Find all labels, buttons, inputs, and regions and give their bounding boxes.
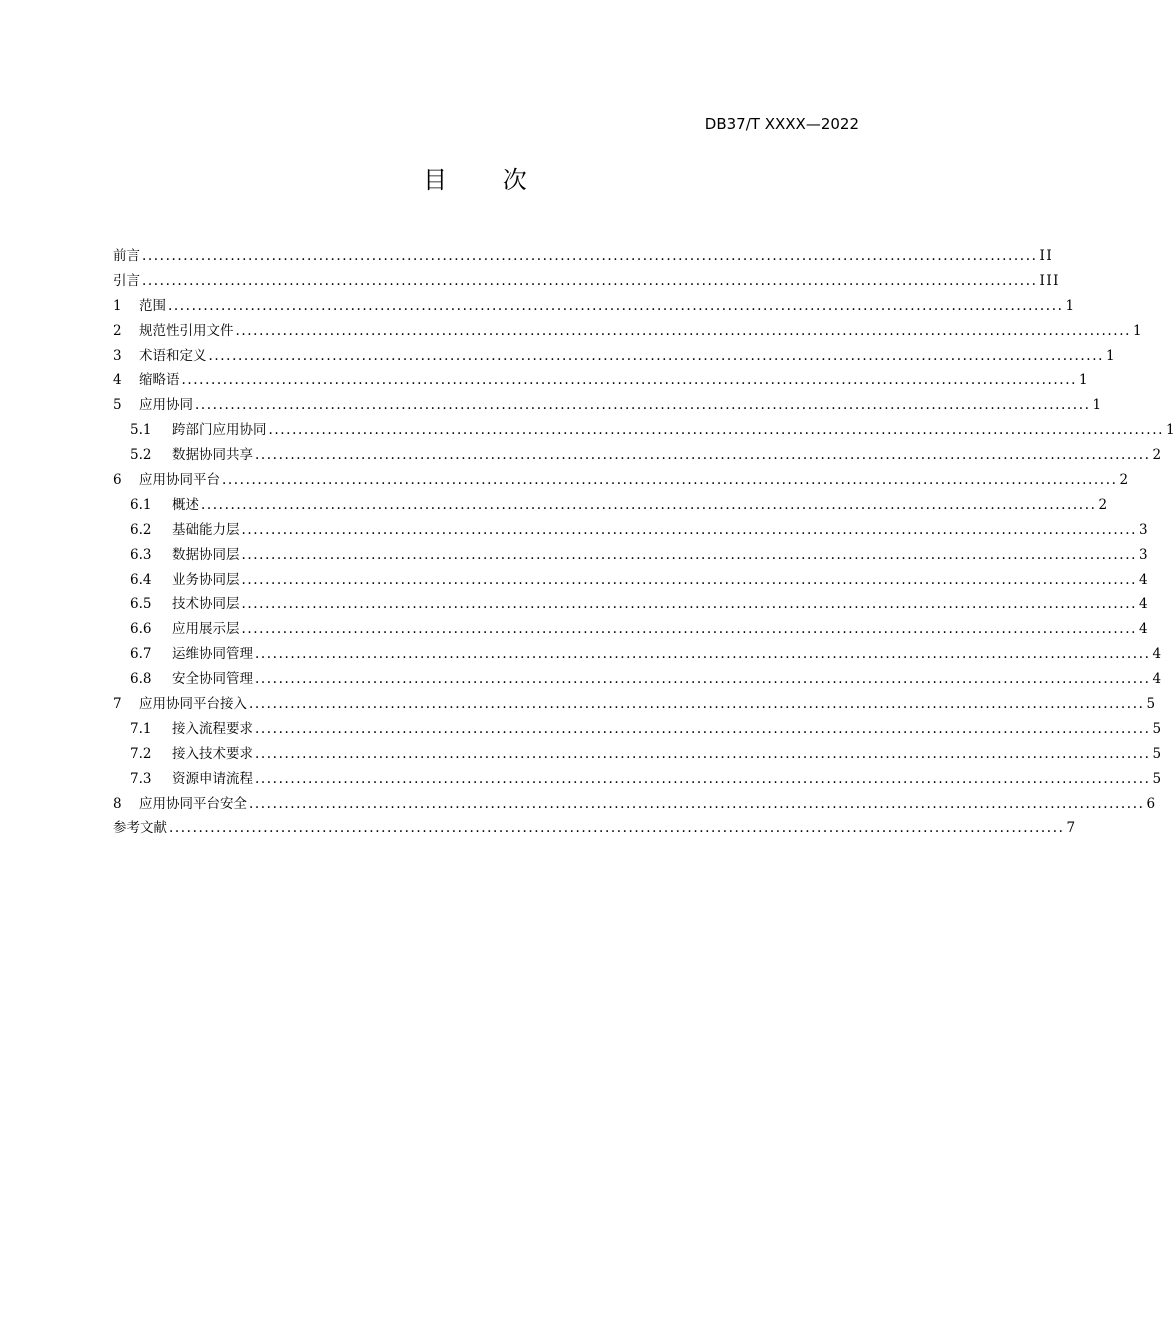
toc-entry-page: 3 bbox=[1138, 546, 1150, 563]
toc-dot-leader: ........................................................................................................................................................ bbox=[255, 671, 1151, 688]
toc-entry-page: 5 bbox=[1152, 770, 1163, 787]
toc-entry-number: 4 bbox=[113, 372, 122, 389]
toc-dot-leader: ........................................................................................................................................................ bbox=[168, 297, 1064, 314]
toc-dot-leader: ........................................................................................................................................................ bbox=[241, 596, 1137, 613]
toc-entry-page: 2 bbox=[1152, 447, 1163, 464]
toc-entry-page: 1 bbox=[1165, 422, 1176, 439]
toc-entry[interactable] bbox=[113, 294, 1076, 319]
toc-dot-leader: ........................................................................................................................................................ bbox=[249, 696, 1145, 713]
toc-entry-number: 7.3 bbox=[130, 770, 152, 787]
toc-entry-number: 3 bbox=[113, 347, 122, 364]
toc-entry-title: 跨部门应用协同 bbox=[172, 422, 267, 439]
toc-entry-page: 5 bbox=[1152, 720, 1163, 737]
toc-entry-number: 7 bbox=[113, 696, 122, 713]
toc-entry-title: 应用协同平台 bbox=[139, 472, 220, 489]
toc-entry-number: 6.7 bbox=[130, 646, 152, 663]
toc-dot-leader: ........................................................................................................................................................ bbox=[241, 546, 1137, 563]
toc-entry-page: 3 bbox=[1138, 521, 1150, 538]
toc-dot-leader: ........................................................................................................................................................ bbox=[222, 472, 1118, 489]
toc-entry-number: 6.2 bbox=[130, 521, 152, 538]
toc-entry-page: 5 bbox=[1152, 745, 1163, 762]
toc-entry-page: 1 bbox=[1105, 347, 1117, 364]
toc-entry[interactable] bbox=[113, 368, 1090, 393]
toc-entry[interactable] bbox=[113, 418, 1176, 443]
toc-dot-leader: ........................................................................................................................................................ bbox=[142, 248, 1038, 264]
toc-entry[interactable] bbox=[113, 742, 1163, 767]
toc-dot-leader: ........................................................................................................................................................ bbox=[142, 272, 1038, 289]
toc-entry[interactable] bbox=[113, 767, 1163, 792]
toc-dot-leader: ........................................................................................................................................................ bbox=[208, 347, 1104, 364]
toc-entry-page: 4 bbox=[1138, 571, 1150, 588]
toc-dot-leader: ........................................................................................................................................................ bbox=[201, 496, 1097, 513]
toc-entry-number: 6.8 bbox=[130, 671, 152, 688]
toc-entry-page: 1 bbox=[1078, 372, 1090, 389]
toc-entry-page: III bbox=[1039, 272, 1060, 289]
toc-entry-number: 5.1 bbox=[130, 422, 152, 439]
toc-entry-number: 7.2 bbox=[130, 745, 152, 762]
toc-entry[interactable] bbox=[113, 244, 1054, 269]
toc-dot-leader: ........................................................................................................................................................ bbox=[235, 322, 1131, 339]
toc-entry[interactable] bbox=[113, 617, 1150, 642]
toc-dot-leader: ........................................................................................................................................................ bbox=[268, 422, 1164, 439]
toc-dot-leader: ........................................................................................................................................................ bbox=[249, 795, 1145, 812]
toc-title: 目 次 bbox=[423, 166, 551, 194]
toc-dot-leader: ........................................................................................................................................................ bbox=[195, 397, 1091, 414]
toc-entry-title: 应用协同平台安全 bbox=[139, 795, 247, 812]
toc-entry-title: 前言 bbox=[113, 248, 140, 264]
toc-entry-title: 接入流程要求 bbox=[172, 720, 253, 737]
document-code: DB37/T XXXX—2022 bbox=[704, 115, 859, 133]
toc-entry-number: 6.1 bbox=[130, 496, 152, 513]
toc-entry-title: 基础能力层 bbox=[172, 521, 240, 538]
toc-entry-number: 5 bbox=[113, 397, 122, 414]
toc-entry-number: 6 bbox=[113, 472, 122, 489]
toc-entry[interactable] bbox=[113, 717, 1163, 742]
toc-entry-number: 8 bbox=[113, 795, 122, 812]
toc-entry[interactable] bbox=[113, 692, 1157, 717]
toc-entry-page: 4 bbox=[1138, 621, 1150, 638]
toc-dot-leader: ........................................................................................................................................................ bbox=[241, 621, 1137, 638]
table-of-contents bbox=[113, 244, 1176, 841]
toc-entry-page: 1 bbox=[1065, 297, 1076, 314]
toc-entry-page: II bbox=[1039, 248, 1054, 264]
toc-entry-title: 运维协同管理 bbox=[172, 646, 253, 663]
toc-entry[interactable] bbox=[113, 592, 1150, 617]
toc-entry-number: 5.2 bbox=[130, 447, 152, 464]
toc-entry-number: 6.6 bbox=[130, 621, 152, 638]
toc-dot-leader: ........................................................................................................................................................ bbox=[241, 571, 1137, 588]
toc-entry-title: 术语和定义 bbox=[139, 347, 207, 364]
toc-entry-title: 接入技术要求 bbox=[172, 745, 253, 762]
toc-entry[interactable] bbox=[113, 816, 1077, 841]
toc-entry-page: 1 bbox=[1092, 397, 1103, 414]
toc-entry-title: 数据协同共享 bbox=[172, 447, 253, 464]
toc-entry-page: 2 bbox=[1098, 496, 1109, 513]
toc-entry-title: 参考文献 bbox=[113, 820, 167, 837]
toc-entry-title: 应用协同 bbox=[139, 397, 193, 414]
toc-entry-title: 规范性引用文件 bbox=[139, 322, 234, 339]
toc-entry-title: 缩略语 bbox=[139, 372, 180, 389]
toc-entry-page: 2 bbox=[1119, 472, 1130, 489]
toc-dot-leader: ........................................................................................................................................................ bbox=[255, 745, 1151, 762]
toc-entry[interactable] bbox=[113, 667, 1163, 692]
toc-entry-title: 资源申请流程 bbox=[172, 770, 253, 787]
toc-dot-leader: ........................................................................................................................................................ bbox=[169, 820, 1065, 837]
toc-entry[interactable] bbox=[113, 344, 1117, 369]
toc-entry-title: 应用展示层 bbox=[172, 621, 240, 638]
toc-entry[interactable] bbox=[113, 269, 1060, 294]
toc-dot-leader: ........................................................................................................................................................ bbox=[255, 770, 1151, 787]
toc-entry-page: 4 bbox=[1138, 596, 1150, 613]
toc-entry-title: 应用协同平台接入 bbox=[139, 696, 247, 713]
toc-dot-leader: ........................................................................................................................................................ bbox=[181, 372, 1077, 389]
toc-entry[interactable] bbox=[113, 319, 1144, 344]
toc-entry-title: 引言 bbox=[113, 272, 140, 289]
toc-entry-title: 业务协同层 bbox=[172, 571, 240, 588]
toc-entry[interactable] bbox=[113, 443, 1163, 468]
toc-entry-title: 范围 bbox=[139, 297, 166, 314]
toc-entry[interactable] bbox=[113, 543, 1150, 568]
toc-entry-page: 7 bbox=[1066, 820, 1077, 837]
toc-entry[interactable] bbox=[113, 468, 1130, 493]
toc-entry-title: 技术协同层 bbox=[172, 596, 240, 613]
toc-entry[interactable] bbox=[113, 792, 1157, 817]
toc-entry-number: 7.1 bbox=[130, 720, 152, 737]
toc-entry-number: 6.4 bbox=[130, 571, 152, 588]
toc-entry-title: 概述 bbox=[172, 496, 199, 513]
toc-dot-leader: ........................................................................................................................................................ bbox=[255, 447, 1151, 464]
toc-entry-number: 6.5 bbox=[130, 596, 152, 613]
toc-entry-page: 4 bbox=[1152, 671, 1163, 688]
toc-entry-title: 安全协同管理 bbox=[172, 671, 253, 688]
toc-entry-page: 6 bbox=[1146, 795, 1157, 812]
toc-entry-title: 数据协同层 bbox=[172, 546, 240, 563]
toc-entry[interactable] bbox=[113, 493, 1109, 518]
toc-dot-leader: ........................................................................................................................................................ bbox=[255, 646, 1151, 663]
toc-entry-page: 1 bbox=[1132, 322, 1144, 339]
toc-entry-number: 2 bbox=[113, 322, 122, 339]
toc-entry-page: 5 bbox=[1146, 696, 1157, 713]
toc-dot-leader: ........................................................................................................................................................ bbox=[241, 521, 1137, 538]
toc-entry[interactable] bbox=[113, 393, 1103, 418]
toc-dot-leader: ........................................................................................................................................................ bbox=[255, 720, 1151, 737]
toc-entry-page: 4 bbox=[1152, 646, 1163, 663]
toc-entry-number: 1 bbox=[113, 297, 122, 314]
toc-entry[interactable] bbox=[113, 518, 1150, 543]
toc-entry[interactable] bbox=[113, 642, 1163, 667]
toc-entry-number: 6.3 bbox=[130, 546, 152, 563]
toc-entry[interactable] bbox=[113, 568, 1150, 593]
